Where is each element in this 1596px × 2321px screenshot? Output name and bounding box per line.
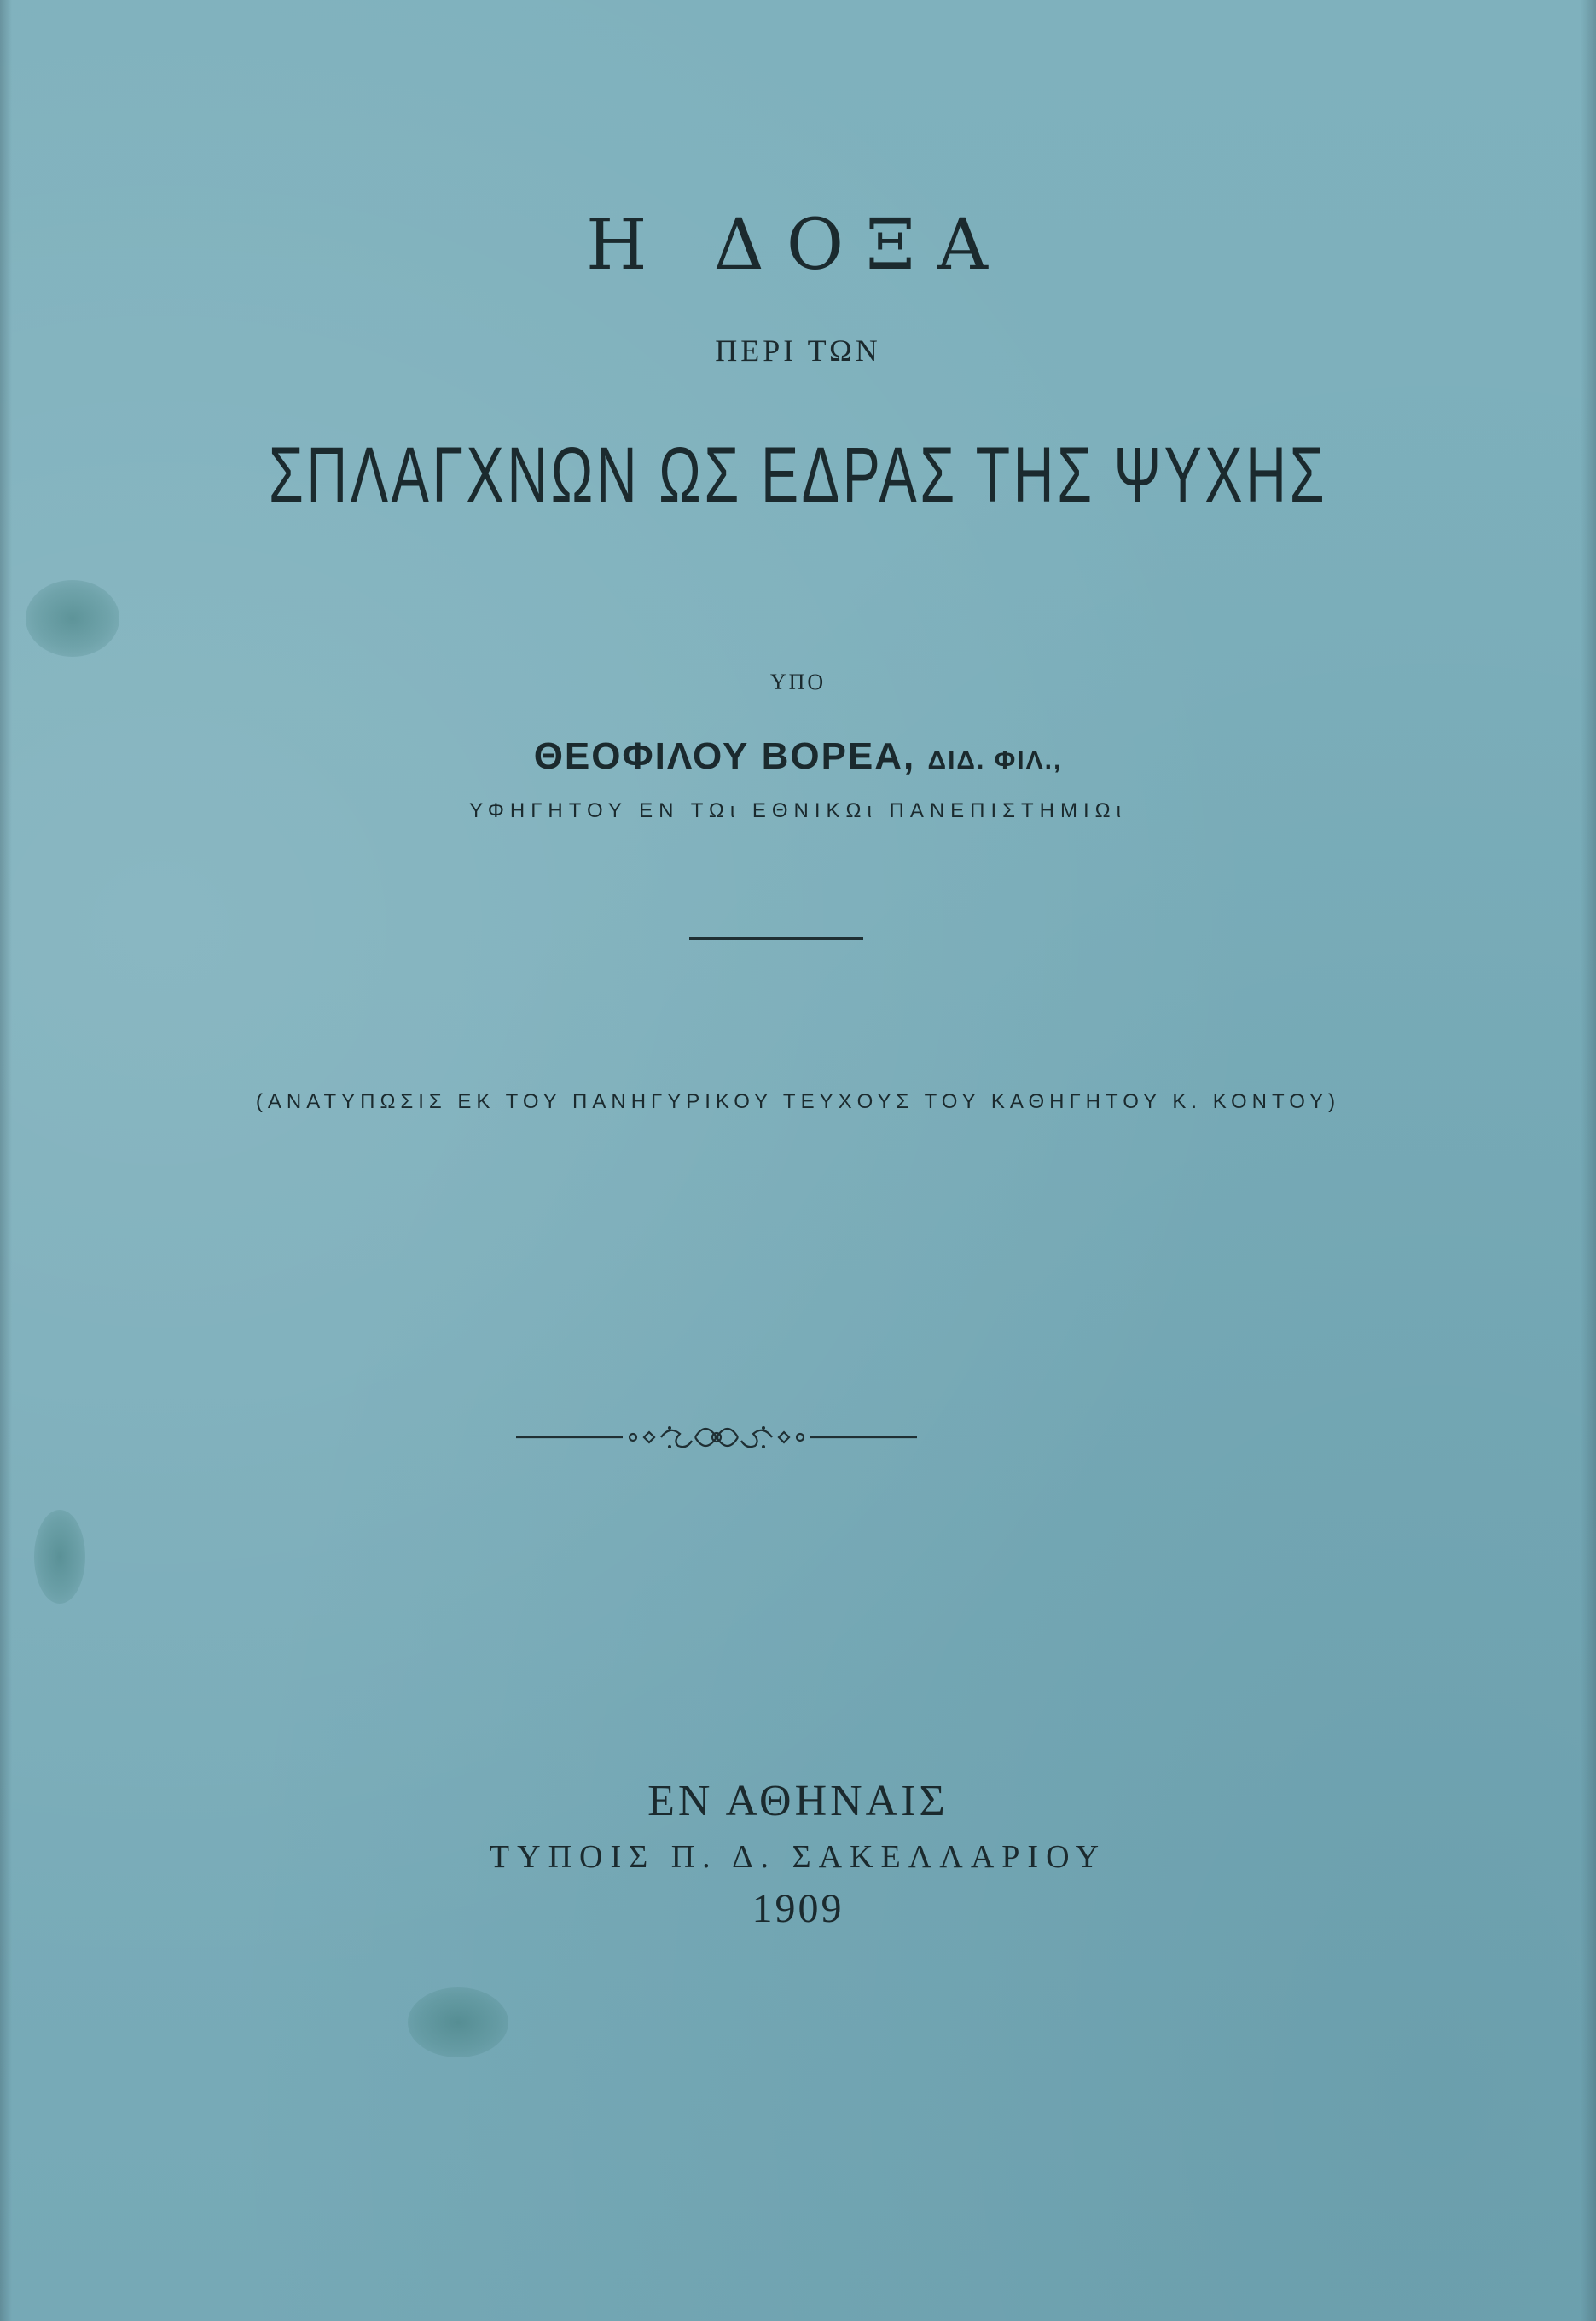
stain-left-upper bbox=[26, 580, 119, 657]
cover-subtitle-small: ΠΕΡΙ ΤΩΝ bbox=[715, 334, 881, 368]
author-line bbox=[0, 735, 1596, 778]
author-degree: ΔΙΔ. ΦΙΛ., bbox=[927, 746, 1063, 775]
printer-name: ΤΥΠΟΙΣ Π. Δ. ΣΑΚΕΛΛΑΡΙΟΥ bbox=[489, 1839, 1107, 1875]
scroll-ornament-icon bbox=[512, 1416, 921, 1459]
cover-by: ΥΠΟ bbox=[769, 670, 827, 694]
stain-left-middle bbox=[34, 1510, 85, 1604]
divider-rule bbox=[689, 937, 863, 940]
reprint-note: (ΑΝΑΤΥΠΩΣΙΣ ΕΚ ΤΟΥ ΠΑΝΗΓΥΡΙΚΟΥ ΤΕΥΧΟΥΣ ΤΟΥ ΚΑΘΗΓΗΤΟΥ Κ. ΚΟΝΤΟΥ) bbox=[255, 1090, 1341, 1113]
author-name: ΘΕΟΦΙΛΟΥ ΒΟΡΕΑ, bbox=[533, 735, 916, 777]
publication-place: ΕΝ ΑΘΗΝΑΙΣ bbox=[647, 1777, 949, 1825]
stain-bottom bbox=[408, 1987, 508, 2057]
publication-year: 1909 bbox=[752, 1886, 844, 1931]
cover-main-title: ΣΠΛΑΓΧΝΩΝ ΩΣ ΕΔΡΑΣ ΤΗΣ ΨΥΧΗΣ bbox=[268, 432, 1328, 519]
cover-title: Η ΔΟΞΑ bbox=[586, 205, 1010, 286]
author-position: ΥΦΗΓΗΤΟΥ ΕΝ ΤΩι ΕΘΝΙΚΩι ΠΑΝΕΠΙΣΤΗΜΙΩι bbox=[469, 799, 1127, 822]
